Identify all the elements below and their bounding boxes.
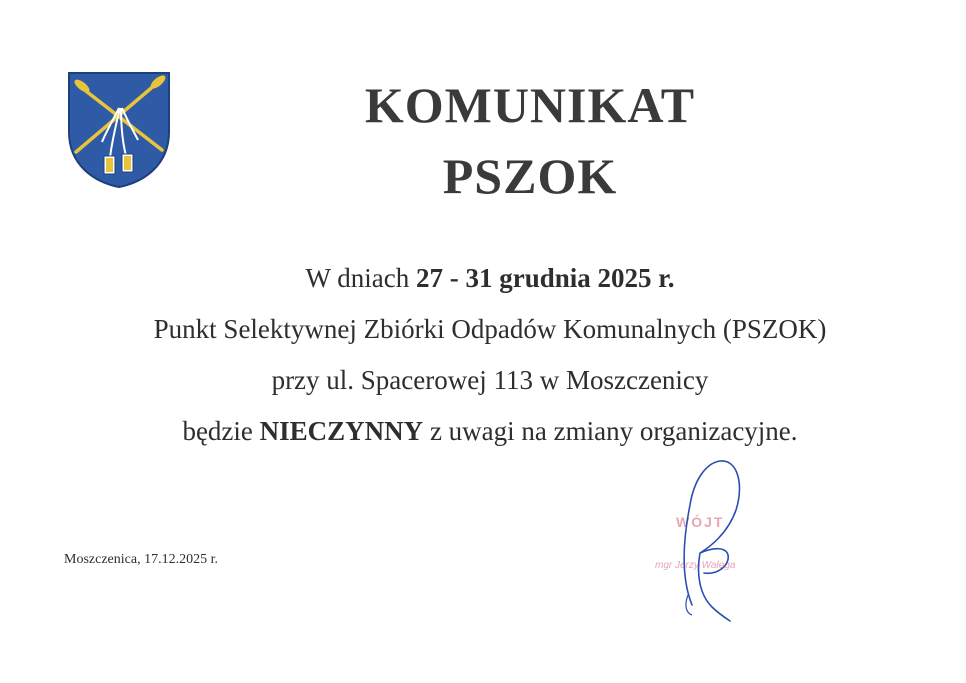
coat-of-arms-icon bbox=[66, 70, 172, 190]
place-date: Moszczenica, 17.12.2025 r. bbox=[64, 552, 218, 567]
notice-dates: 27 - 31 grudnia 2025 r. bbox=[415, 263, 675, 293]
signature-stroke bbox=[684, 461, 739, 621]
title-line-2: PSZOK bbox=[442, 148, 618, 204]
notice-status: NIECZYNNY bbox=[259, 416, 424, 446]
notice-dates-line bbox=[40, 265, 940, 292]
title-line-1: KOMUNIKAT bbox=[364, 77, 696, 133]
notice-address-line: przy ul. Spacerowej 113 w Moszczenicy bbox=[271, 365, 709, 395]
stamp-title: WÓJT bbox=[676, 514, 725, 530]
notice-status-line bbox=[40, 418, 940, 445]
signature-icon bbox=[640, 455, 770, 625]
notice-status-suffix: z uwagi na zmiany organizacyjne. bbox=[423, 416, 798, 446]
notice-dates-prefix: W dniach bbox=[305, 263, 416, 293]
notice-facility-line: Punkt Selektywnej Zbiórki Odpadów Komunalnych (PSZOK) bbox=[153, 314, 827, 344]
stamp-name: mgr Jerzy Wałęga bbox=[655, 560, 736, 571]
notice-status-prefix: będzie bbox=[182, 416, 260, 446]
